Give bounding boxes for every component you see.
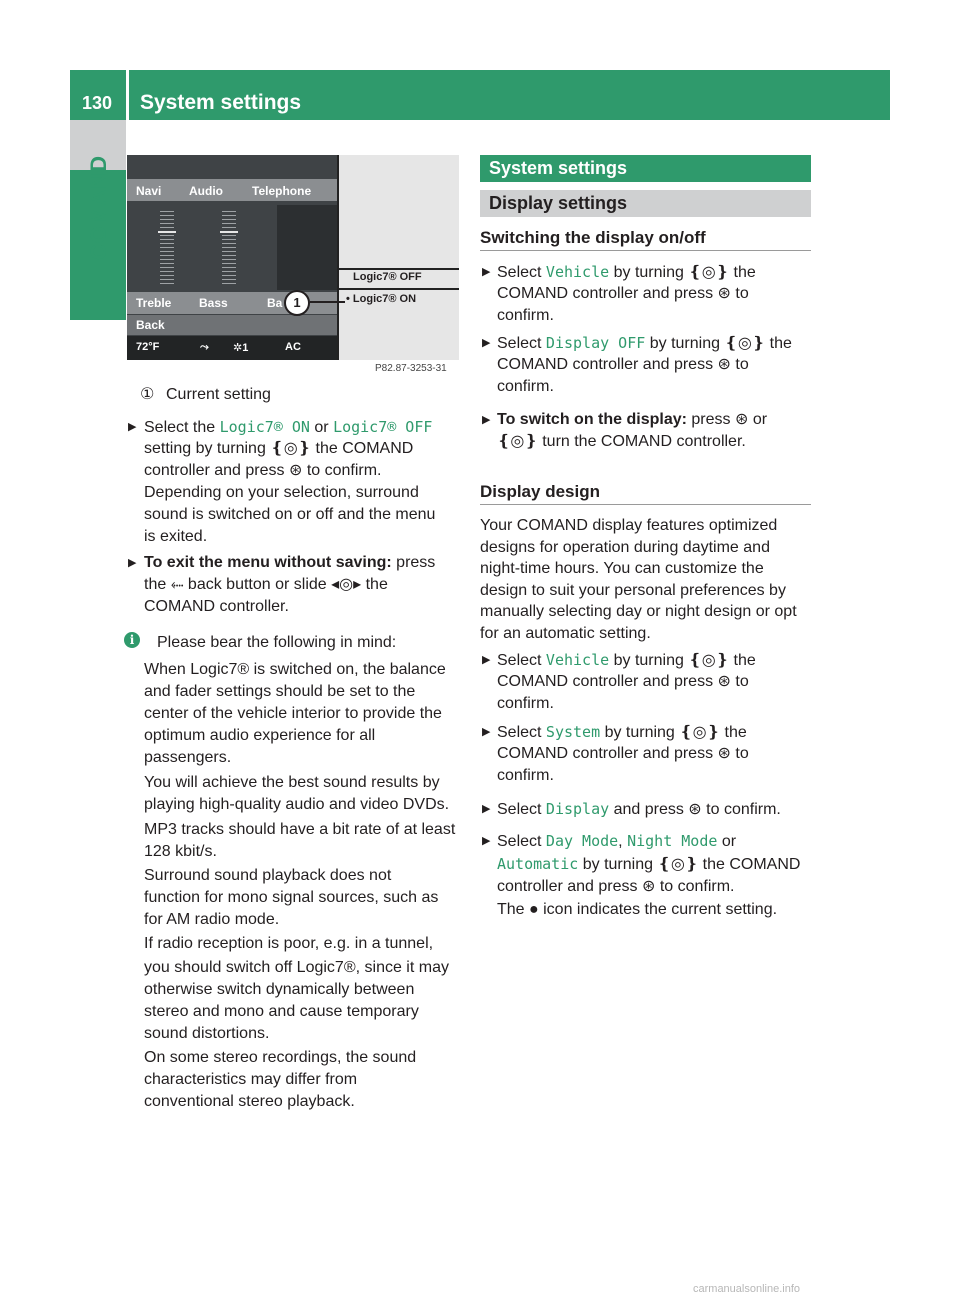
screen-tab-telephone: Telephone	[252, 184, 312, 198]
design-line: for an automatic setting.	[480, 624, 651, 642]
step-line: is exited.	[144, 528, 208, 545]
logic7-menu	[337, 155, 459, 360]
step-line: setting by turning ❴◎❵ the COMAND	[144, 440, 414, 457]
step-line: COMAND controller.	[144, 598, 289, 615]
step-arrow-icon: ▶	[482, 726, 491, 738]
option-vehicle: Vehicle	[545, 263, 610, 281]
step-exit-menu	[144, 552, 435, 574]
info-line: characteristics may differ from	[144, 1071, 358, 1088]
heading-rule	[480, 250, 811, 251]
info-line: Please bear the following in mind:	[157, 634, 397, 651]
screen-tab-navi: Navi	[136, 184, 162, 198]
comand-screen	[127, 155, 337, 360]
option-display-off: Display OFF	[545, 334, 646, 352]
info-line: Surround sound playback does not	[144, 867, 392, 884]
step-arrow-icon: ▶	[128, 557, 137, 569]
fan-level-icon: ✲1	[233, 342, 249, 354]
text: or	[314, 419, 329, 436]
callout-line	[310, 301, 345, 303]
side-tab	[70, 120, 126, 1302]
legend-text: Current setting	[166, 386, 271, 403]
text: by turning ❴◎❵ the COMAND	[582, 856, 801, 873]
design-line: Your COMAND display features optimized	[480, 517, 778, 534]
step-arrow-icon: ▶	[482, 803, 491, 815]
screen-label-bass: Bass	[199, 296, 228, 310]
info-line: and fader settings should be set to the	[144, 683, 416, 700]
design-line: manually selecting day or night design or opt	[480, 603, 797, 620]
text: Select	[497, 833, 542, 850]
menu-divider	[339, 288, 459, 290]
option-system: System	[545, 723, 601, 741]
treble-slider-knob	[158, 231, 176, 233]
image-code: P82.87-3253-31	[375, 363, 447, 374]
step-select-logic7	[144, 416, 432, 439]
step-line: COMAND controller and press ⊛ to	[497, 673, 749, 690]
info-line: passengers.	[144, 749, 232, 766]
page-title: System settings	[140, 91, 302, 114]
step-arrow-icon: ▶	[482, 414, 491, 426]
text: by turning ❴◎❵ the	[649, 335, 792, 352]
section-title: Display settings	[489, 193, 628, 213]
step-select-display	[497, 798, 781, 821]
screen-ac: AC	[285, 341, 301, 353]
option-logic7-off: Logic7® OFF	[333, 418, 433, 436]
design-line: designs for operation during daytime and	[480, 538, 770, 556]
option-day-mode: Day Mode	[545, 832, 619, 850]
text: by turning ❴◎❵ the	[604, 724, 747, 741]
seat-diagram	[277, 205, 337, 290]
step-arrow-icon: ▶	[482, 266, 491, 278]
text: ,	[618, 833, 623, 850]
section-band-display-settings	[480, 190, 811, 217]
text: Select	[497, 724, 542, 741]
screen-label-treble: Treble	[136, 296, 172, 310]
info-line: center of the vehicle interior to provide the	[144, 705, 442, 722]
info-line: you should switch off Logic7®, since it may	[144, 959, 449, 976]
screen-temperature: 72°F	[136, 341, 160, 353]
info-line: MP3 tracks should have a bit rate of at least	[144, 821, 456, 838]
option-display: Display	[545, 800, 610, 818]
step-label: To exit the menu without saving:	[144, 554, 392, 571]
design-line: night-time hours. You can customize the	[480, 560, 764, 577]
step-line: confirm.	[497, 767, 554, 784]
option-logic7-on: Logic7® ON	[219, 418, 310, 436]
step-arrow-icon: ▶	[482, 337, 491, 349]
text: and press ⊛ to confirm.	[613, 801, 781, 818]
text: Select the	[144, 419, 216, 436]
comand-screenshot	[127, 155, 457, 375]
text: Select	[497, 801, 542, 818]
text: Select	[497, 652, 542, 669]
option-night-mode: Night Mode	[627, 832, 718, 850]
info-line: You will achieve the best sound results by	[144, 774, 440, 791]
screen-label-balance: Ba	[267, 296, 283, 310]
step-arrow-icon: ▶	[128, 421, 137, 433]
heading-switching-display: Switching the display on/off	[480, 228, 706, 247]
treble-slider	[160, 211, 174, 287]
info-line: On some stereo recordings, the sound	[144, 1049, 417, 1066]
option-automatic: Automatic	[497, 855, 579, 873]
step-arrow-icon: ▶	[482, 835, 491, 847]
step-line: COMAND controller and press ⊛ to	[497, 285, 749, 302]
side-tab-label: COMAND	[86, 155, 111, 260]
info-line: playing high-quality audio and video DVDs.	[144, 796, 450, 813]
step-select-system	[497, 721, 747, 744]
info-line: stereo and mono and cause temporary	[144, 1003, 419, 1020]
step-line: confirm.	[497, 307, 554, 324]
step-line: sound is switched on or off and the menu	[144, 506, 436, 523]
step-line: the ⬸ back button or slide ◂◎▸ the	[144, 576, 388, 593]
design-line: design to suit your personal preferences by	[480, 581, 786, 599]
text: press ⊛ or	[691, 411, 768, 428]
step-label: To switch on the display:	[497, 411, 687, 428]
step-line: COMAND controller and press ⊛ to	[497, 745, 749, 762]
info-line: otherwise switch dynamically between	[144, 981, 415, 998]
legend-callout-icon: ①	[140, 386, 155, 403]
menu-item-logic7-on: • Logic7® ON	[346, 293, 417, 305]
step-line: COMAND controller and press ⊛ to	[497, 356, 749, 373]
step-select-vehicle	[497, 261, 756, 284]
menu-item-logic7-off: Logic7® OFF	[353, 271, 422, 283]
screen-tab-audio: Audio	[189, 184, 223, 198]
header-divider	[126, 70, 129, 120]
step-line	[497, 853, 800, 876]
step-line: Depending on your selection, surround	[144, 484, 419, 501]
step-line: ❴◎❵ turn the COMAND controller.	[497, 433, 746, 450]
callout-1: 1	[284, 290, 310, 316]
text: or	[721, 833, 737, 850]
bass-slider	[222, 211, 236, 287]
info-line: optimum audio experience for all	[144, 727, 376, 744]
section-title: System settings	[489, 158, 628, 178]
screen-label-back: Back	[136, 318, 165, 332]
info-line: sound distortions.	[144, 1025, 270, 1042]
info-line: function for mono signal sources, such as	[144, 889, 439, 906]
text: press	[396, 554, 436, 571]
info-line: If radio reception is poor, e.g. in a tunnel,	[144, 935, 434, 952]
step-line: The ● icon indicates the current setting.	[497, 901, 778, 918]
info-line: conventional stereo playback.	[144, 1093, 355, 1110]
fan-icon: ⤳	[200, 341, 209, 353]
step-line: confirm.	[497, 695, 554, 712]
step-arrow-icon: ▶	[482, 654, 491, 666]
option-vehicle: Vehicle	[545, 651, 610, 669]
watermark: carmanualsonline.info	[693, 1283, 801, 1295]
step-line: controller and press ⊛ to confirm.	[144, 462, 382, 479]
text: Select	[497, 264, 542, 281]
step-line: controller and press ⊛ to confirm.	[497, 878, 735, 895]
text: Select	[497, 335, 542, 352]
section-band-system-settings	[480, 155, 811, 182]
bass-slider-knob	[220, 231, 238, 233]
heading-display-design: Display design	[480, 482, 600, 501]
step-select-vehicle-2	[497, 649, 756, 672]
info-icon: i	[124, 632, 140, 648]
page-number: 130	[82, 93, 113, 113]
step-select-display-off	[497, 332, 792, 355]
heading-rule	[480, 504, 811, 505]
info-line: for AM radio mode.	[144, 911, 280, 928]
step-line: confirm.	[497, 378, 554, 395]
text: by turning ❴◎❵ the	[613, 264, 756, 281]
info-line: 128 kbit/s.	[144, 843, 217, 860]
text: by turning ❴◎❵ the	[613, 652, 756, 669]
menu-divider	[339, 268, 459, 270]
info-line: When Logic7® is switched on, the balance	[144, 661, 446, 678]
step-switch-on	[497, 409, 767, 431]
step-select-mode	[497, 830, 736, 853]
